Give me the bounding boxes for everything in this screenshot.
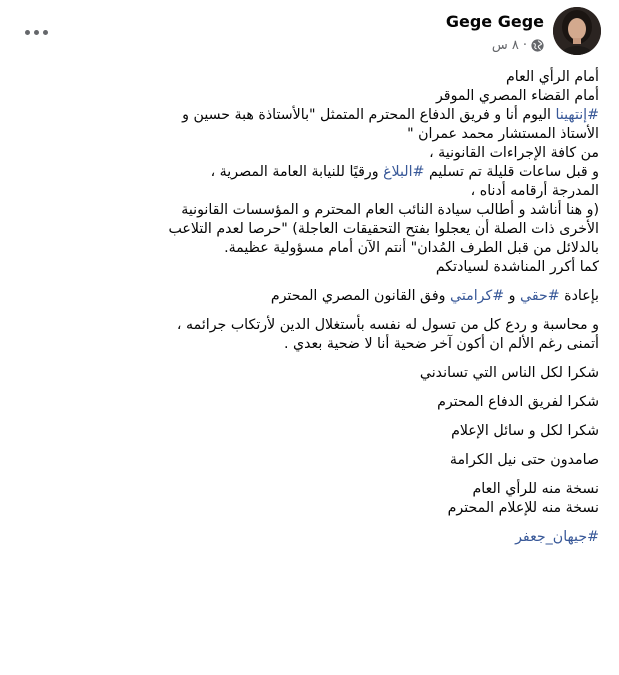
hashtag-link[interactable]: #كرامتي (450, 288, 505, 304)
body-line: نسخة منه للرأي العام (472, 481, 599, 497)
author-name[interactable]: Gege Gege (445, 12, 544, 31)
avatar[interactable] (553, 7, 601, 55)
body-line: الأستاذ المستشار محمد عمران " (407, 126, 599, 142)
post-body (14, 68, 599, 547)
body-line: بالدلائل من قبل الطرف المُدان" أنتم الآن أمام مسؤولية عظيمة. (224, 240, 599, 256)
post-header (0, 0, 619, 68)
globe-icon[interactable] (531, 39, 544, 52)
body-line: (و هنا أناشد و أطالب سيادة النائب العام المحترم و المؤسسات القانونية (181, 202, 599, 218)
body-line: بإعادة #حقي و #كرامتي وفق القانون المصري المحترم (270, 288, 599, 304)
body-line: شكرا لفريق الدفاع المحترم (437, 394, 599, 410)
hashtag-link[interactable]: #حقي (520, 288, 560, 304)
body-line: أمام القضاء المصري الموقر (435, 88, 599, 104)
hashtag-link[interactable]: #جيهان_جعفر (515, 529, 599, 545)
body-line: شكرا لكل و سائل الإعلام (451, 423, 599, 439)
body-line: و محاسبة و ردع كل من تسول له نفسه بأستغلال الدين لأرتكاب جرائمه ، (176, 317, 599, 333)
meta-separator: · (522, 38, 527, 53)
hashtag-link[interactable]: #البلاغ (383, 164, 425, 180)
body-line: من كافة الإجراءات القانونية ، (429, 145, 599, 161)
body-line: شكرا لكل الناس التي تساندني (419, 365, 599, 381)
more-options-button[interactable] (18, 22, 54, 42)
body-line (14, 528, 599, 547)
body-line: أتمنى رغم الألم ان أكون آخر ضحية أنا لا ضحية بعدي . (283, 336, 599, 352)
more-horizontal-icon (25, 30, 30, 35)
body-line: نسخة منه للإعلام المحترم (447, 500, 599, 516)
body-line: و قبل ساعات قليلة تم تسليم #البلاغ ورقيًا للنيابة العامة المصرية ، (210, 164, 599, 180)
body-line: صامدون حتى نيل الكرامة (449, 452, 599, 468)
hashtag-link[interactable]: #إنتهينا (555, 107, 599, 123)
body-line: الأخرى ذات الصلة أن يعجلوا بفتح التحقيقات العاجلة) "حرصا لعدم التلاعب (168, 221, 599, 237)
body-line: المدرجة أرقامه أدناه ، (470, 183, 599, 199)
profile-photo (553, 7, 601, 55)
post-time[interactable]: ٨ س (491, 38, 519, 53)
body-line: أمام الرأي العام (505, 69, 599, 85)
post-meta (492, 38, 544, 53)
body-line: #إنتهينا اليوم أنا و فريق الدفاع المحترم المتمثل "بالأستاذة هبة حسين و (182, 107, 599, 123)
body-line: كما أكرر المناشدة لسيادتكم (435, 259, 599, 275)
